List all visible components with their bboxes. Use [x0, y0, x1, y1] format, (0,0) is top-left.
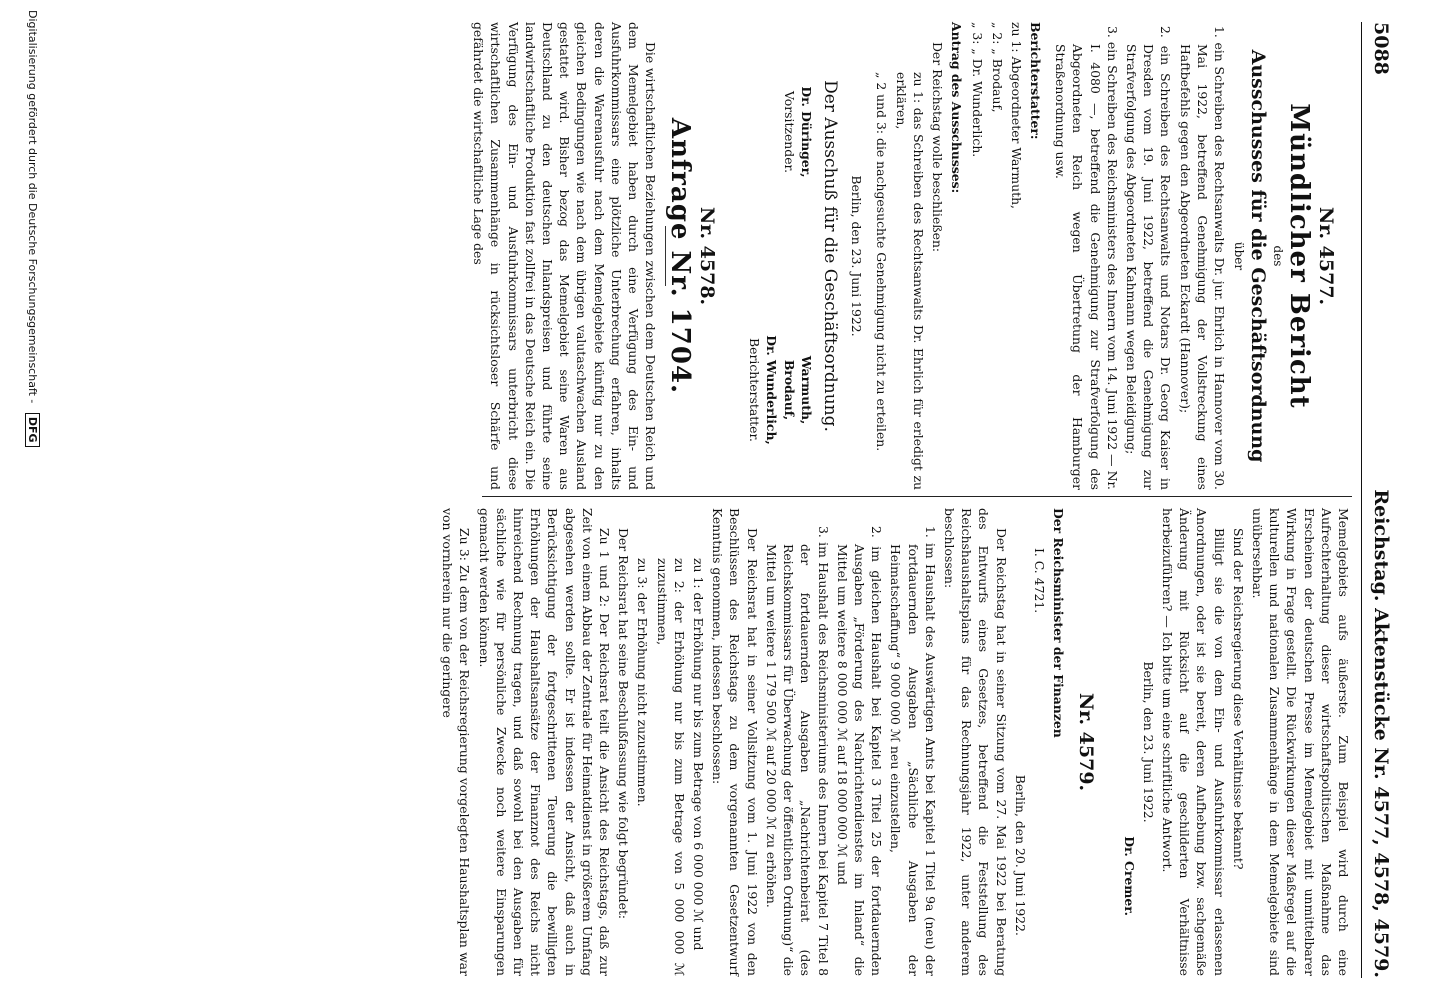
header-title: Reichstag. Aktenstücke Nr. 4577, 4578, 4579.: [1370, 489, 1392, 978]
reichsrat-2: zu 2: der Erhöhung nur bis zum Betrage von 5 000 000 ℳ zuzustimmen,: [654, 558, 687, 976]
doc-number-4577: Nr. 4577.: [1315, 206, 1337, 306]
resolution-2: 2. im gleichen Haushalt bei Kapitel 3 Titel 25 der fortdauernden Ausgaben „Förderung des Nachrichtendienstes im Inland“ die Mittel um weitere 8 000 000 ℳ auf 18 000 000 ℳ und: [834, 526, 885, 976]
anfrage-date: Berlin, den 23. Juni 1922.: [1140, 661, 1156, 823]
resolution-1: 1. im Haushalt des Auswärtigen Amts bei Kapitel 1 Titel 9a (neu) der fortdauernden Ausgaben „Sächliche Ausgaben der Heimatschaffung“ 9 000 000 ℳ neu einzustellen,: [888, 526, 938, 976]
report-title: Mündlicher Bericht: [1283, 103, 1314, 409]
anfrage-question-1: Sind der Reichsregierung diese Verhältnisse bekannt?: [1230, 528, 1246, 870]
report-item-3: 3. ein Schreiben des Reichsministers des Innern vom 14. Juni 1922 — Nr. I. 4080 —, betreffend die Genehmigung zur Strafverfolgung des Abgeordneten Reich wegen Übertretung der Hamburger Straßenordnung usw.: [1053, 26, 1120, 490]
chair-role: Vorsitzender.: [781, 90, 797, 174]
report-items: [1052, 22, 1228, 490]
minister-title: Der Reichsminister der Finanzen: [1051, 508, 1067, 738]
berichterstatter-2: „ 2: „ Brodauf,: [989, 22, 1005, 113]
header-rule: [1361, 22, 1362, 978]
signatures: [737, 22, 815, 490]
report-item-1: 1. ein Schreiben des Rechtsanwalts Dr. jur. Ehrlich in Hannover vom 30. Mai 1922, betreffend Genehmigung der Vollstreckung eines Haftbefehls gegen den Abgeordneten Eckardt (Hannover);: [1177, 26, 1227, 490]
antrag-heading: Antrag des Ausschusses:: [949, 22, 965, 194]
report-des: des: [1270, 245, 1285, 267]
footer-text: Digitalisierung gefördert durch die Deutsche Forschungsgemeinschaft -: [26, 10, 39, 404]
report-date: Berlin, den 23. Juni 1922.: [849, 175, 865, 337]
rapporteur-role: Berichterstatter.: [747, 338, 763, 442]
doc-number-4579: Nr. 4579.: [1075, 692, 1098, 792]
letter-body-4: Zu 1 und 2: Der Reichsrat teilt die Ansicht des Reichstags, daß zur Zeit von einem Abbau der Zentrale für Heimatdienst in größerem Umfang abgesehen werden sollte. Er ist indessen der Ansicht, daß auch in Berücksichtigung der fortgeschrittenen Teuerung die bewilligten Erhöhungen der Haushaltsansätze der Finanznot des Reichs nicht hinreichend Rechnung tragen, und daß sowohl bei den Ausgaben für sächliche wie für persönliche Zwecke noch weitere Einsparungen gemacht werden können.: [476, 508, 613, 976]
reichsrat-1: zu 1: der Erhöhung nur bis zum Betrage von 6 000 000 ℳ und: [691, 558, 707, 951]
report-item-2: 2. ein Schreiben des Rechtsanwalts und Notars Dr. Georg Kaiser in Dresden vom 19. Juni 1922, betreffend die Genehmigung zur Strafverfolgung des Abgeordneten Kahmann wegen Beleidigung;: [1123, 26, 1174, 490]
digitization-footer: [25, 10, 40, 990]
letter-body-5: Zu 3: Zu dem von der Reichsregierung vorgelegten Haushaltsplan war von vornherein nur die geringere: [440, 508, 473, 976]
dfg-logo: DFG: [25, 413, 40, 447]
report-committee: Ausschusses für die Geschäftsordnung: [1247, 49, 1270, 463]
reichsrat-3: zu 3: der Erhöhung nicht zuzustimmen.: [635, 558, 651, 807]
rapporteur-1: Warmuth,: [798, 355, 814, 425]
column-divider: [482, 496, 1352, 497]
resolution-items: [763, 508, 939, 976]
berichterstatter-heading: Berichterstatter:: [1027, 22, 1043, 140]
letter-body-1: Der Reichstag hat in seiner Sitzung vom 27. Mai 1922 bei Beratung des Entwurfs eines Gesetzes, betreffend die Feststellung des Reichshaushaltsplans für das Rechnungsjahr 1922, unter anderem beschlossen:: [941, 508, 1009, 976]
antrag-intro: Der Reichstag wolle beschließen:: [929, 42, 945, 253]
report-ueber: über: [1232, 241, 1247, 271]
page-number: 5088: [1370, 22, 1392, 75]
page-header: [1364, 22, 1392, 978]
rapporteur-2: Brodauf,: [781, 359, 797, 421]
anfrage-signature: Dr. Cremer.: [1121, 836, 1137, 916]
antrag-2: „ 2 und 3: die nachgesuchte Genehmigung nicht zu erteilen.: [874, 72, 890, 452]
rapporteur-3: Dr. Wunderlich,: [764, 335, 780, 445]
doc-number-4578: Nr. 4578.: [695, 206, 718, 306]
minister-ref: I. C. 4721.: [1031, 548, 1047, 614]
resolution-3: 3. im Haushalt des Reichsministeriums des Innern bei Kapitel 7 Titel 8 der fortdauernden Ausgaben „Nachrichtenbeirat (des Reichskommissars für Überwachung der öffentlichen Ordnung)“ die Mittel um weitere 1 179 500 ℳ auf 20 000 ℳ zu erhöhen.: [763, 526, 831, 976]
anfrage-continuation: Memelgebiets aufs äußerste. Zum Beispiel wird durch eine Aufrechterhaltung dieser wirtschaftspolitischen Maßnahme das Erscheinen der deutschen Presse im Memelgebiet mit unmittelbarer Wirkung in Frage gestellt. Die Rückwirkungen dieser Maßregel auf die kulturellen und nationalen Zusammenhänge in dem Memelgebiete sind unübersehbar.: [1249, 508, 1351, 976]
letter-date: Berlin, den 20. Juni 1922.: [1012, 774, 1028, 936]
anfrage-title: Anfrage Nr. 1704.: [664, 117, 695, 395]
berichterstatter-1: zu 1: Abgeordneter Warmuth,: [1008, 22, 1024, 209]
letter-body-2: Der Reichsrat hat in seiner Vollsitzung vom 1. Juni 1922 von den Beschlüssen des Reichstags zu dem vorgenannten Gesetzentwurf Kenntnis genommen, indessen beschlossen:: [710, 508, 760, 976]
anfrage-question-2: Billigt sie die von dem Ein- und Ausfuhrkommissar erlassenen Anordnungen, oder ist sie bereit, deren Aufhebung bzw. sachgemäße Änderung mit Rücksicht auf die geschilderten Verhältnisse herbeizuführen? — Ich bitte um eine schriftliche Antwort.: [1159, 508, 1227, 976]
left-column: [468, 22, 1352, 490]
committee-signature: Der Ausschuß für die Geschäftsordnung.: [819, 80, 840, 432]
right-column: [437, 508, 1352, 976]
berichterstatter-3: „ 3: „ Dr. Wunderlich.: [970, 22, 986, 158]
letter-body-3: Der Reichsrat hat seine Beschlußfassung wie folgt begründet:: [616, 528, 632, 920]
anfrage-body: Die wirtschaftlichen Beziehungen zwischen dem Deutschen Reich und dem Memelgebiet haben durch eine Verfügung des Ein- und Ausfuhrkommissars eine plötzliche Unterbrechung erfahren, inhalts deren die Warenausfuhr nach dem Memelgebiete künftig nur zu den gleichen Bedingungen wie nach dem übrigen valutaschwachen Ausland gestattet wird. Bisher bezog das Memelgebiet seine Waren aus Deutschland zu den deutschen Inlandspreisen und führte seine landwirtschaftliche Produktion fast zollfrei in das Deutsche Reich ein. Die Verfügung des Ein- und Ausfuhrkommissars unterbricht diese wirtschaftlichen Zusammenhänge in rücksichtsloser Schärfe und gefährdet die wirtschaftliche Lage des: [471, 22, 659, 490]
chair-name: Dr. Düringer,: [798, 86, 814, 178]
antrag-1: zu 1: das Schreiben des Rechtsanwalts Dr. Ehrlich für erledigt zu erklären,: [893, 72, 926, 490]
